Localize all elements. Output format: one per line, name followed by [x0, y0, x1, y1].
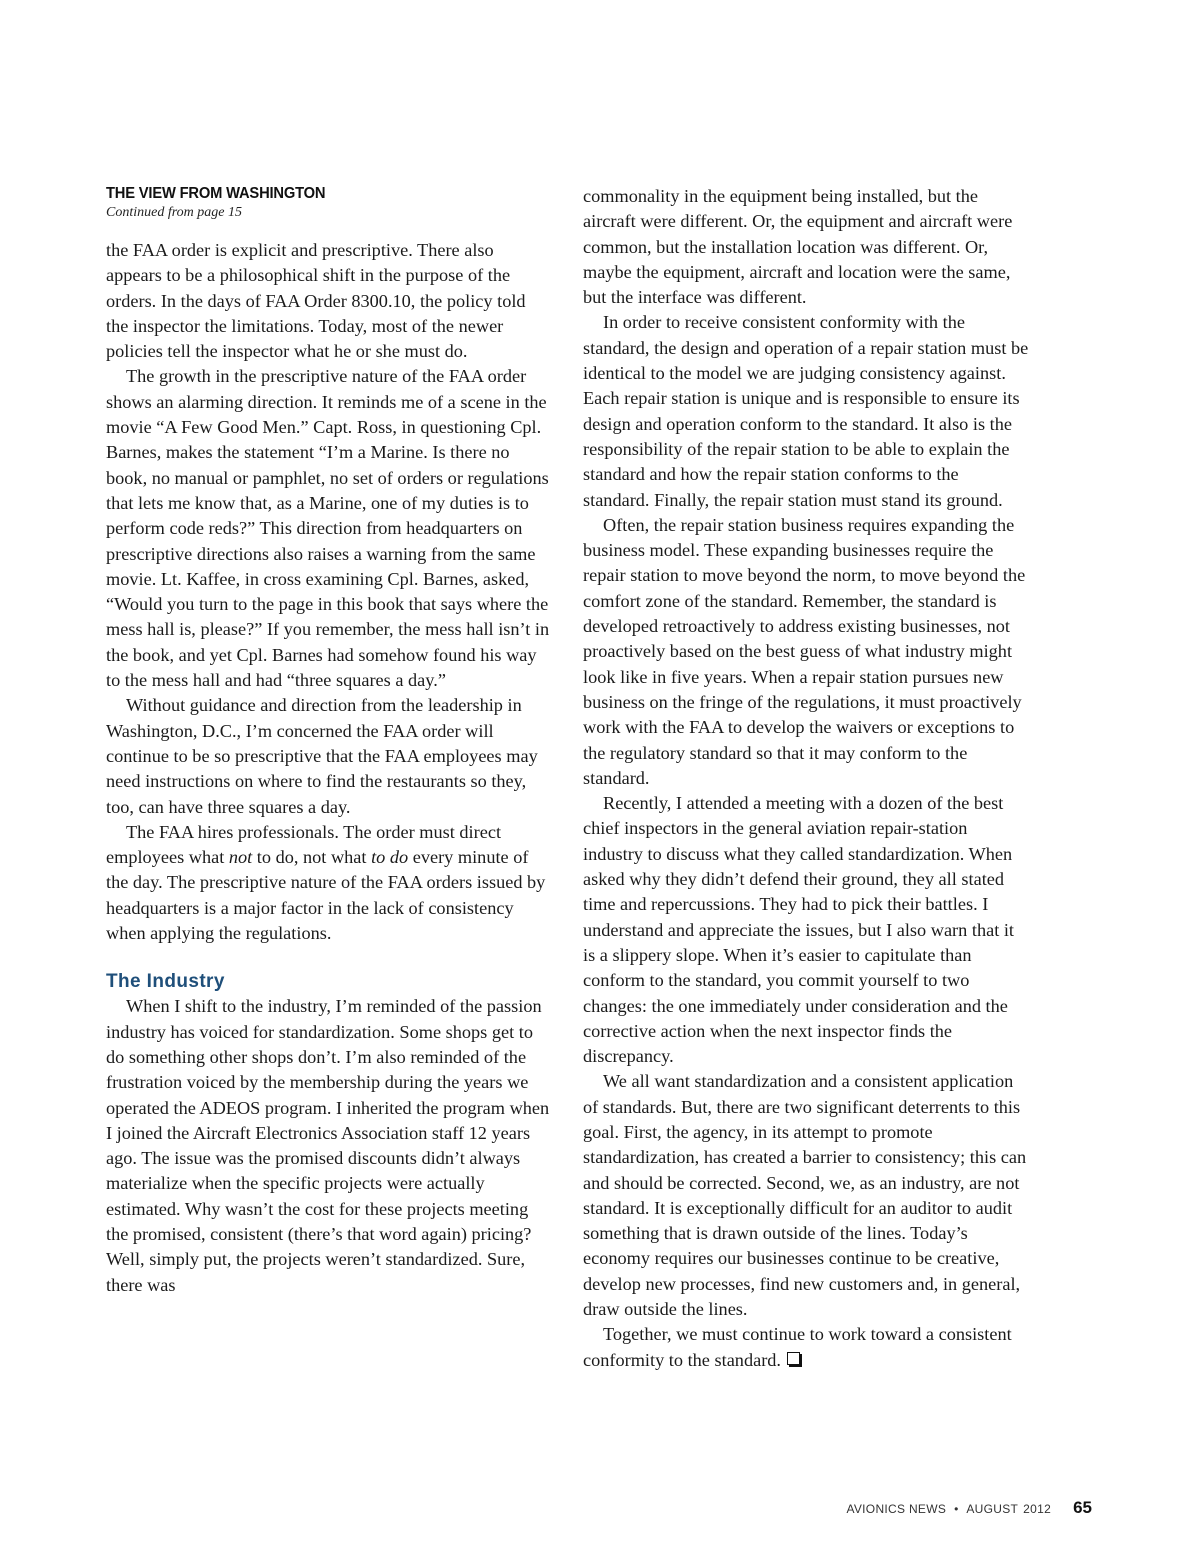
- page-number: 65: [1073, 1498, 1092, 1517]
- footer-separator: •: [954, 1502, 959, 1516]
- page-footer: [846, 1498, 1092, 1518]
- right-column: [583, 184, 1029, 1373]
- body-paragraph: Often, the repair station business requires expanding the business model. These expanding businesses require the repair station to move beyond the norm, to move beyond the comfort zone of the standard. Remember, the standard is developed retroactively to address existing businesses, not proactively based on the best guess of what industry might look like in five years. When a repair station pursues new business on the fringe of the regulations, it must proactively work with the FAA to develop the waivers or exceptions to the regulatory standard so that it may conform to the standard.: [583, 514, 1026, 788]
- emphasis-text: to do: [371, 847, 409, 868]
- department-heading: THE VIEW FROM WASHINGTON: [106, 185, 326, 202]
- body-paragraph: When I shift to the industry, I’m reminded of the passion industry has voiced for standardization. Some shops get to do something other shops don’t. I’m also reminded of the frustration voiced by the membership during the years we operated the ADEOS program. I inherited the program when I joined the Aircraft Electronics Association staff 12 years ago. The issue was the promised discounts didn’t always materialize when the specific projects were actually estimated. Why wasn’t the cost for these projects meeting the promised, consistent (there’s that word again) pricing? Well, simply put, the projects weren’t standardized. Sure, there was: [106, 996, 550, 1295]
- body-paragraph: The growth in the prescriptive nature of the FAA order shows an alarming direction. It reminds me of a scene in the movie “A Few Good Men.” Capt. Ross, in questioning Cpl. Barnes, makes the statement “I’m a Marine. Is there no book, no manual or pamphlet, no set of orders or regulations that lets me know that, as a Marine, one of my duties is to perform code reds?” This direction from headquarters on prescriptive directions also raises a warning from the same movie. Lt. Kaffee, in cross examining Cpl. Barnes, asked, “Would you turn to the page in this book that says where the mess hall is, please?” If you remember, the mess hall isn’t in the book, and yet Cpl. Barnes had somehow found his way to the mess hall and had “three squares a day.”: [106, 366, 550, 691]
- emphasis-text: not: [228, 847, 253, 868]
- left-column: [106, 184, 552, 1298]
- end-of-article-box-icon: [787, 1352, 800, 1365]
- section-heading: The Industry: [106, 971, 225, 993]
- body-paragraph: In order to receive consistent conformity with the standard, the design and operation of a repair station must be identical to the model we are judging consistency against. Each repair station is unique and is responsible to ensure its design and operation conform to the standard. It also is the responsibility of the repair station to be able to explain the standard and how the repair station conforms to the standard. Finally, the repair station must stand its ground.: [583, 312, 1029, 510]
- issue-year: 2012: [1023, 1502, 1052, 1516]
- body-paragraph: commonality in the equipment being installed, but the aircraft were different. Or, the equipment and aircraft were common, but the installation location was different. Or, maybe the equipment, aircraft and location were the same, but the interface was different.: [583, 186, 1013, 308]
- issue-month: AUGUST: [966, 1502, 1019, 1516]
- body-paragraph: Together, we must continue to work toward a consistent conformity to the standard.: [583, 1324, 1012, 1370]
- body-paragraph: Recently, I attended a meeting with a dozen of the best chief inspectors in the general aviation repair-station industry to discuss what they called standardization. When asked why they didn’t defend their ground, they all stated time and repercussions. They had to pick their battles. I understand and appreciate the issues, but I also warn that it is a slippery slope. When it’s easier to capitulate than conform to the standard, you commit yourself to two changes: the one immediately under consideration and the corrective action when the next inspector finds the discrepancy.: [583, 793, 1015, 1067]
- body-paragraph: Without guidance and direction from the leadership in Washington, D.C., I’m concerned the FAA order will continue to be so prescriptive that the FAA employees may need instructions on where to find the restaurants so they, too, can have three squares a day.: [106, 695, 538, 817]
- body-paragraph: We all want standardization and a consistent application of standards. But, there are two significant deterrents to this goal. First, the agency, in its attempt to promote standardization, has created a barrier to consistency; this can and should be corrected. Second, we, as an industry, are not standard. It is exceptionally difficult for an auditor to audit something that is drawn outside of the lines. Today’s economy requires our businesses continue to be creative, develop new processes, find new customers and, in general, draw outside the lines.: [583, 1071, 1027, 1320]
- continued-note: Continued from page 15: [106, 205, 242, 220]
- body-paragraph: The FAA hires professionals. The order must direct employees what not to do, not what to do every minute of the day. The prescriptive nature of the FAA orders issued by headquarters is a major factor in the lack of consistency when applying the regulations.: [106, 821, 546, 944]
- publication-name: AVIONICS NEWS: [846, 1502, 947, 1516]
- body-paragraph: the FAA order is explicit and prescriptive. There also appears to be a philosophical shift in the purpose of the orders. In the days of FAA Order 8300.10, the policy told the inspector the limitations. Today, most of the newer policies tell the inspector what he or she must do.: [106, 240, 526, 362]
